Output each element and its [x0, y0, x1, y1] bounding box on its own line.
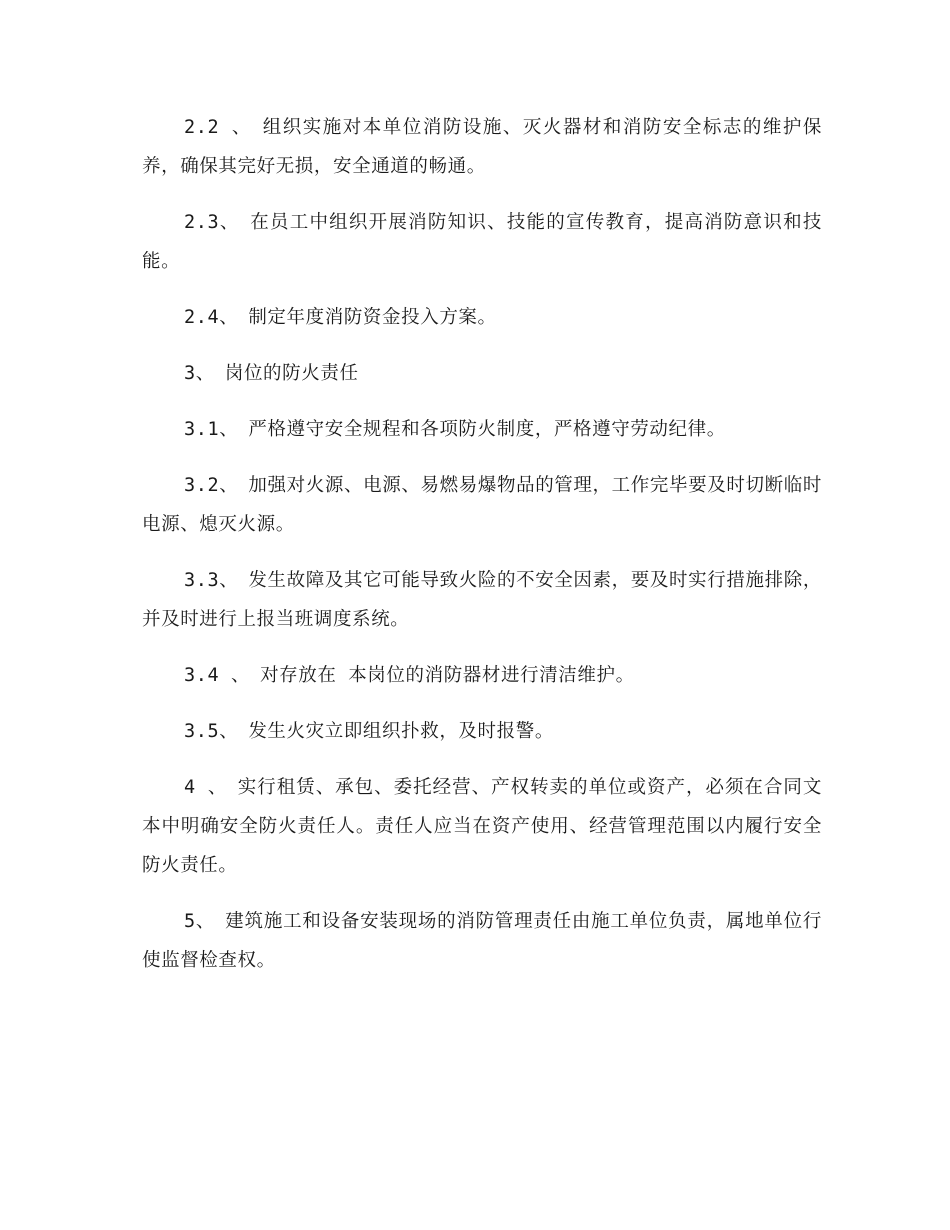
paragraph-text: 严格遵守安全规程和各项防火制度，严格遵守劳动纪律。 — [248, 419, 726, 440]
paragraph-text: 制定年度消防资金投入方案。 — [248, 307, 497, 328]
paragraph-text: 对存放在 本岗位的消防器材进行清洁维护。 — [260, 665, 635, 686]
paragraph-number: 3.1、 — [184, 419, 239, 440]
paragraph-text: 组织实施对本单位消防设施、灭火器材和消防安全标志的维护保养，确保其完好无损，安全通道的畅通。 — [142, 117, 822, 177]
paragraph-3-4 — [142, 656, 822, 695]
document-body — [142, 108, 822, 997]
paragraph-text: 发生火灾立即组织扑救，及时报警。 — [248, 721, 554, 742]
paragraph-2-4 — [142, 298, 822, 337]
paragraph-text: 实行租赁、承包、委托经营、产权转卖的单位或资产，必须在合同文本中明确安全防火责任人。责任人应当在资产使用、经营管理范围以内履行安全防火责任。 — [142, 777, 822, 876]
paragraph-number: 2.3、 — [184, 212, 240, 233]
paragraph-text: 岗位的防火责任 — [224, 363, 359, 384]
paragraph-number: 3.4 、 — [184, 665, 251, 686]
paragraph-3-5 — [142, 712, 822, 751]
paragraph-number: 3.3、 — [184, 570, 239, 591]
paragraph-text: 加强对火源、电源、易燃易爆物品的管理，工作完毕要及时切断临时电源、熄灭火源。 — [142, 475, 822, 535]
paragraph-number: 3、 — [184, 363, 215, 384]
paragraph-number: 4 、 — [184, 777, 228, 798]
paragraph-5 — [142, 902, 822, 980]
paragraph-text: 在员工中组织开展消防知识、技能的宣传教育，提高消防意识和技能。 — [142, 212, 822, 272]
paragraph-2-3 — [142, 203, 822, 281]
paragraph-3-3 — [142, 561, 822, 639]
paragraph-number: 5、 — [184, 911, 216, 932]
paragraph-2-2 — [142, 108, 822, 186]
paragraph-number: 3.2、 — [184, 475, 239, 496]
section-heading-3 — [142, 354, 822, 393]
paragraph-4 — [142, 768, 822, 885]
paragraph-3-2 — [142, 466, 822, 544]
paragraph-text: 发生故障及其它可能导致火险的不安全因素，要及时实行措施排除，并及时进行上报当班调度系统。 — [142, 570, 822, 630]
paragraph-number: 3.5、 — [184, 721, 239, 742]
paragraph-number: 2.4、 — [184, 307, 239, 328]
paragraph-3-1 — [142, 410, 822, 449]
paragraph-text: 建筑施工和设备安装现场的消防管理责任由施工单位负责，属地单位行使监督检查权。 — [142, 911, 822, 971]
paragraph-number: 2.2 、 — [184, 117, 252, 138]
